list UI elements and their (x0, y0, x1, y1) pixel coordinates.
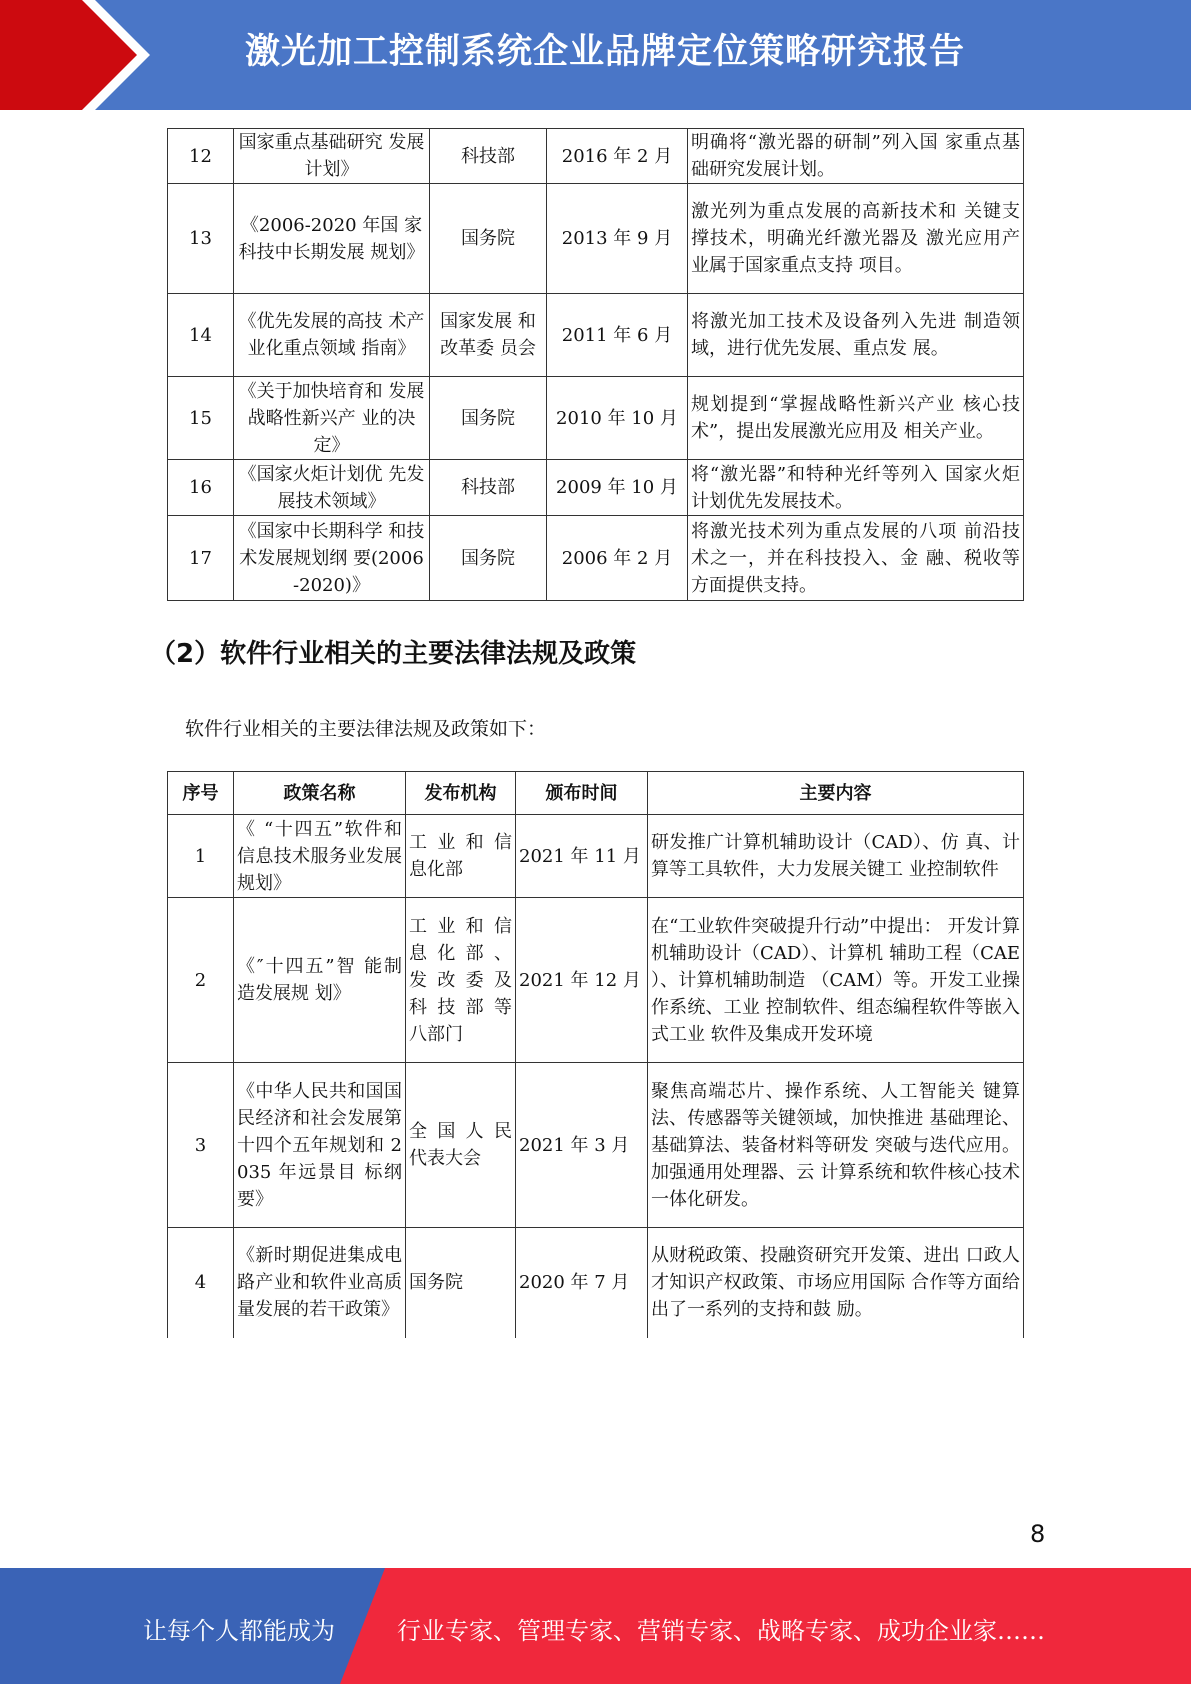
section-intro: 软件行业相关的主要法律法规及政策如下： (185, 718, 547, 740)
policy-name: 《 “十四五”软件和信息技术服务业发展规划》 (234, 815, 406, 898)
policy-name: 《新时期促进集成电路产业和软件业高质量发展的若干政策》 (234, 1228, 406, 1338)
row-number: 1 (168, 815, 234, 898)
policy-date: 2021 年 11 月 (516, 815, 648, 898)
policy-content: 在“工业软件突破提升行动”中提出： 开发计算机辅助设计（CAD）、计算机 辅助工程（CAE ）、计算机辅助制造 （CAM）等。开发工业操作系统、工业 控制软件、组态编程软件等嵌入式工业 软件及集成开发环境 (648, 898, 1024, 1063)
table-row (168, 294, 1024, 377)
policy-name: 《2006-2020 年国 家科技中长期发展 规划》 (234, 184, 430, 294)
row-number: 17 (168, 516, 234, 601)
row-number: 15 (168, 377, 234, 460)
policy-content: 将激光技术列为重点发展的八项 前沿技术之一，并在科技投入、金 融、税收等方面提供支持。 (688, 516, 1024, 601)
page-number: 8 (1030, 1520, 1046, 1548)
policy-date: 2020 年 7 月 (516, 1228, 648, 1338)
table-row (168, 815, 1024, 898)
row-number: 3 (168, 1063, 234, 1228)
table-header-row (168, 772, 1024, 815)
column-header: 颁布时间 (516, 772, 648, 815)
policy-agency: 国务院 (430, 516, 547, 601)
policy-date: 2013 年 9 月 (547, 184, 688, 294)
table-row (168, 184, 1024, 294)
policy-date: 2010 年 10 月 (547, 377, 688, 460)
column-header: 政策名称 (234, 772, 406, 815)
policy-agency: 国家发展 和改革委 员会 (430, 294, 547, 377)
table-row (168, 129, 1024, 184)
column-header: 序号 (168, 772, 234, 815)
policy-name: 《中华人民共和国国民经济和社会发展第十四个五年规划和 2035 年远景目 标纲要》 (234, 1063, 406, 1228)
policy-agency: 工 业 和 信 息化部 (406, 815, 516, 898)
policy-name: 《″十四五”智 能制造发展规 划》 (234, 898, 406, 1063)
policy-content: 将“激光器”和特种光纤等列入 国家火炬计划优先发展技术。 (688, 460, 1024, 516)
row-number: 4 (168, 1228, 234, 1338)
policy-date: 2021 年 12 月 (516, 898, 648, 1063)
row-number: 2 (168, 898, 234, 1063)
policy-content: 从财税政策、投融资研究开发策、进出 口政人才知识产权政策、市场应用国际 合作等方面给出了一系列的支持和鼓 励。 (648, 1228, 1024, 1338)
policy-agency: 全 国 人 民 代表大会 (406, 1063, 516, 1228)
policy-agency: 国务院 (430, 184, 547, 294)
table-row (168, 377, 1024, 460)
policy-date: 2006 年 2 月 (547, 516, 688, 601)
footer-slogan-right: 行业专家、管理专家、营销专家、战略专家、成功企业家…… (397, 1617, 1045, 1645)
policy-name: 《关于加快培育和 发展战略性新兴产 业的决定》 (234, 377, 430, 460)
page-header (0, 0, 1191, 110)
policy-table-laser (167, 128, 1024, 601)
policy-name: 《国家火炬计划优 先发展技术领域》 (234, 460, 430, 516)
page-footer (0, 1568, 1191, 1684)
policy-content: 聚焦高端芯片、操作系统、人工智能关 键算法、传感器等关键领域，加快推进 基础理论、基础算法、装备材料等研发 突破与迭代应用。加强通用处理器、云 计算系统和软件核心技术一体化研发。 (648, 1063, 1024, 1228)
policy-name: 《优先发展的高技 术产业化重点领域 指南》 (234, 294, 430, 377)
table-row (168, 516, 1024, 601)
policy-date: 2009 年 10 月 (547, 460, 688, 516)
policy-content: 将激光加工技术及设备列入先进 制造领域，进行优先发展、重点发 展。 (688, 294, 1024, 377)
policy-agency: 科技部 (430, 460, 547, 516)
row-number: 12 (168, 129, 234, 184)
table-row (168, 898, 1024, 1063)
section-heading: （2）软件行业相关的主要法律法规及政策 (150, 639, 637, 669)
policy-name: 国家重点基础研究 发展计划》 (234, 129, 430, 184)
table-row (168, 1063, 1024, 1228)
policy-agency: 国务院 (430, 377, 547, 460)
column-header: 主要内容 (648, 772, 1024, 815)
policy-date: 2016 年 2 月 (547, 129, 688, 184)
policy-date: 2011 年 6 月 (547, 294, 688, 377)
footer-slogan-left: 让每个人都能成为 (143, 1617, 335, 1645)
header-arrow-icon (0, 0, 140, 110)
table-row (168, 1228, 1024, 1338)
policy-content: 明确将“激光器的研制”列入国 家重点基础研究发展计划。 (688, 129, 1024, 184)
table-row (168, 460, 1024, 516)
row-number: 13 (168, 184, 234, 294)
policy-content: 激光列为重点发展的高新技术和 关键支撑技术，明确光纤激光器及 激光应用产业属于国家重点支持 项目。 (688, 184, 1024, 294)
policy-table-software (167, 771, 1024, 1338)
policy-name: 《国家中长期科学 和技术发展规划纲 要(2006-2020)》 (234, 516, 430, 601)
policy-agency: 工 业 和 信 息 化 部 、发 改 委 及科 技 部 等八部门 (406, 898, 516, 1063)
column-header: 发布机构 (406, 772, 516, 815)
policy-content: 规划提到“掌握战略性新兴产业 核心技术”，提出发展激光应用及 相关产业。 (688, 377, 1024, 460)
row-number: 16 (168, 460, 234, 516)
policy-content: 研发推广计算机辅助设计（CAD）、仿 真、计算等工具软件，大力发展关键工 业控制软件 (648, 815, 1024, 898)
policy-agency: 国务院 (406, 1228, 516, 1338)
report-title: 激光加工控制系统企业品牌定位策略研究报告 (245, 32, 966, 72)
policy-agency: 科技部 (430, 129, 547, 184)
policy-date: 2021 年 3 月 (516, 1063, 648, 1228)
row-number: 14 (168, 294, 234, 377)
